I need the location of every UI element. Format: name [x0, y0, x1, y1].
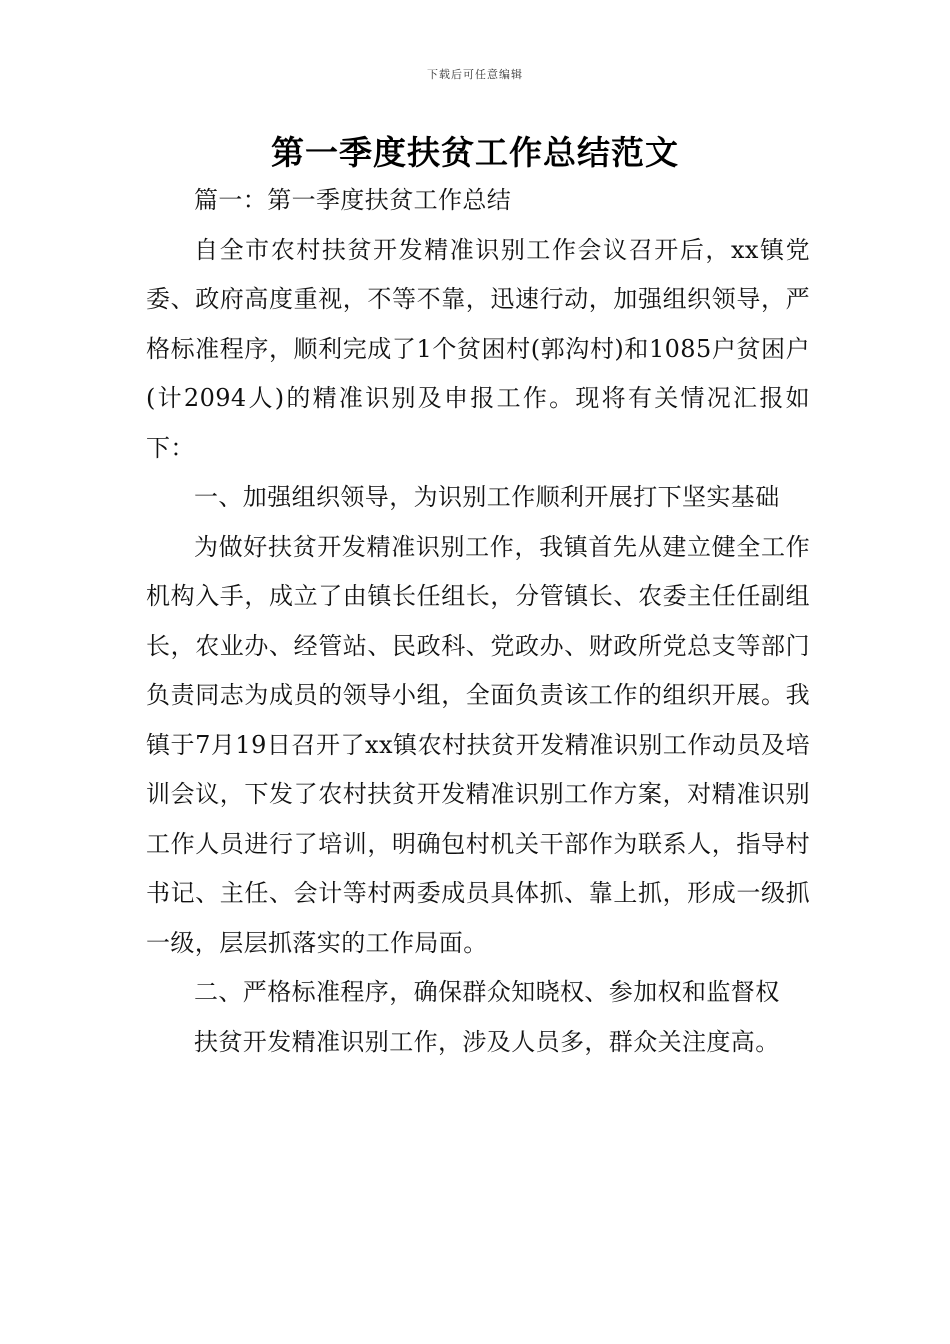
document-title: 第一季度扶贫工作总结范文: [271, 133, 679, 172]
section-heading: 二、严格标准程序，确保群众知晓权、参加权和监督权: [194, 978, 780, 1006]
body-paragraph: 扶贫开发精准识别工作，涉及人员多，群众关注度高。: [194, 1027, 780, 1056]
header-note: 下载后可任意编辑: [427, 68, 523, 81]
body-paragraph: 为做好扶贫开发精准识别工作，我镇首先从建立健全工作机构入手，成立了由镇长任组长，分管镇长、农委主任任副组长，农业办、经管站、民政科、党政办、财政所党总支等部门负责同志为成员的领导小组，全面负责该工作的组织开展。我镇于7月19日召开了xx镇农村扶贫开发精准识别工作动员及培训会议，下发了农村扶贫开发精准识别工作方案，对精准识别工作人员进行了培训，明确包村机关干部作为联系人，指导村书记、主任、会计等村两委成员具体抓、靠上抓，形成一级抓一级，层层抓落实的工作局面。: [146, 532, 810, 957]
section-heading: 一、加强组织领导，为识别工作顺利开展打下坚实基础: [194, 483, 780, 511]
document-subtitle: 篇一：第一季度扶贫工作总结: [194, 186, 512, 214]
document-body: [146, 176, 810, 1067]
body-paragraph: 自全市农村扶贫开发精准识别工作会议召开后，xx镇党委、政府高度重视，不等不靠，迅速行动，加强组织领导，严格标准程序，顺利完成了1个贫困村(郭沟村)和1085户贫困户(计2094人)的精准识别及申报工作。现将有关情况汇报如下：: [146, 235, 810, 462]
